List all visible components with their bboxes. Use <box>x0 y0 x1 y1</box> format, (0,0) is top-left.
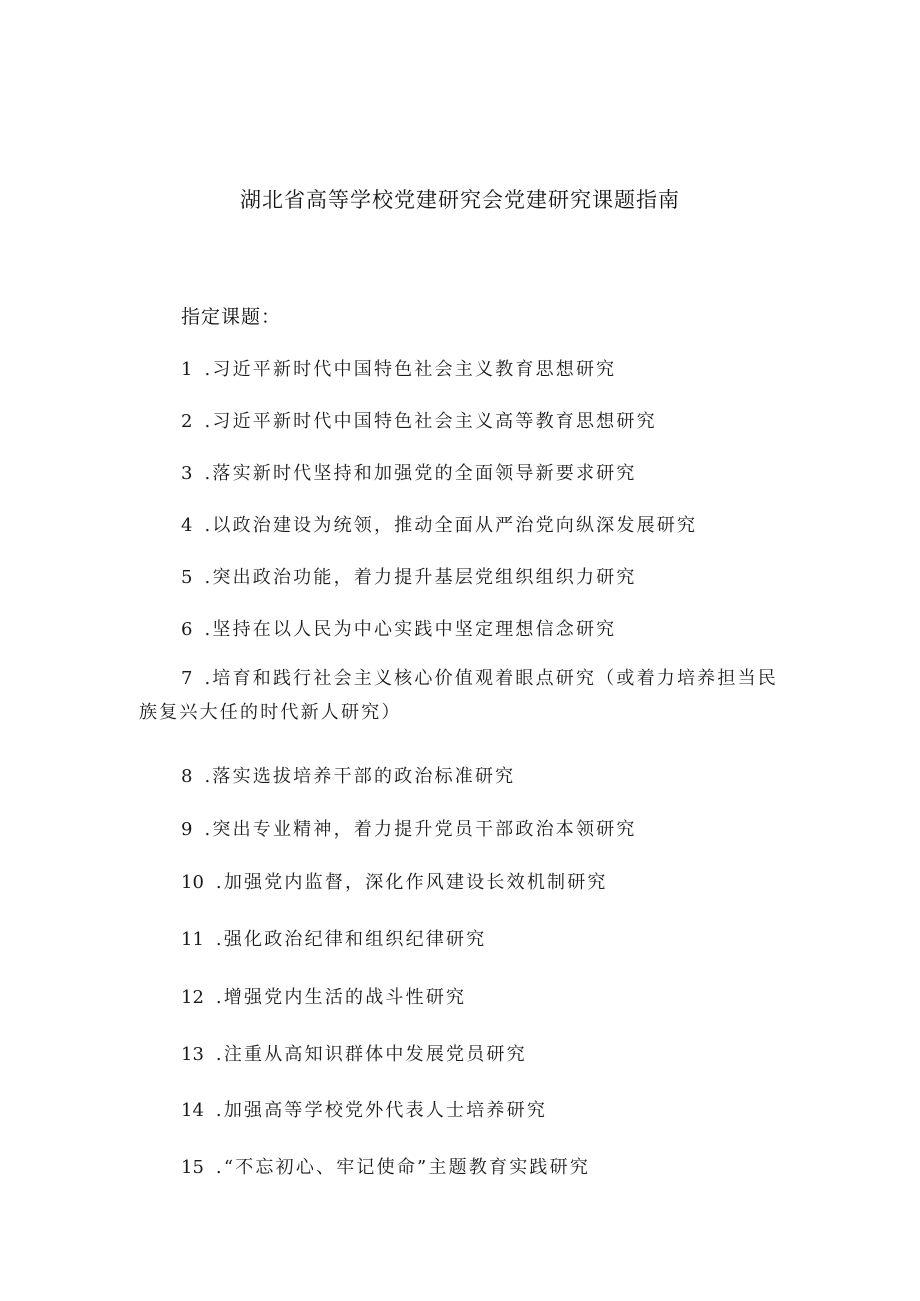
topic-number: 12 <box>181 987 204 1008</box>
topic-text: .落实新时代坚持和加强党的全面领导新要求研究 <box>204 463 637 484</box>
topic-number: 6 <box>181 619 193 640</box>
topic-item-8 <box>181 762 515 788</box>
topic-number: 10 <box>181 872 204 893</box>
topic-number: 8 <box>181 766 193 787</box>
topic-text: .坚持在以人民为中心实践中坚定理想信念研究 <box>204 619 617 640</box>
topic-item-11 <box>181 925 486 951</box>
topic-number: 11 <box>181 929 204 950</box>
topic-text: .加强党内监督，深化作风建设长效机制研究 <box>215 872 608 893</box>
topic-text: .突出政治功能，着力提升基层党组织组织力研究 <box>204 567 637 588</box>
topic-item-1 <box>181 355 616 381</box>
topic-item-13 <box>181 1040 527 1066</box>
topic-text: .习近平新时代中国特色社会主义高等教育思想研究 <box>204 411 657 432</box>
topic-number: 15 <box>181 1157 204 1178</box>
topic-text: .培育和践行社会主义核心价值观着眼点研究（或着力培养担当民 <box>204 668 778 689</box>
topic-item-2 <box>181 407 657 433</box>
topic-text: .注重从高知识群体中发展党员研究 <box>215 1044 527 1065</box>
topic-text: .落实选拔培养干部的政治标准研究 <box>204 766 516 787</box>
topic-text: .习近平新时代中国特色社会主义教育思想研究 <box>204 359 617 380</box>
topic-text: .增强党内生活的战斗性研究 <box>215 987 467 1008</box>
document-title: 湖北省高等学校党建研究会党建研究课题指南 <box>240 188 680 212</box>
topic-item-4 <box>181 511 697 537</box>
topic-number: 4 <box>181 515 193 536</box>
section-heading: 指定课题： <box>181 306 282 328</box>
topic-text-continued: 族复兴大任的时代新人研究） <box>139 702 402 723</box>
topic-text: .“不忘初心、牢记使命”主题教育实践研究 <box>215 1157 591 1178</box>
topic-item-3 <box>181 459 637 485</box>
topic-item-15 <box>181 1153 590 1179</box>
topic-item-6 <box>181 615 616 641</box>
topic-number: 3 <box>181 463 193 484</box>
topic-text: .以政治建设为统领，推动全面从严治党向纵深发展研究 <box>204 515 698 536</box>
topic-text: .加强高等学校党外代表人士培养研究 <box>215 1100 548 1121</box>
topic-text: .突出专业精神，着力提升党员干部政治本领研究 <box>204 819 637 840</box>
topic-item-5 <box>181 563 637 589</box>
topic-item-7 <box>139 662 781 730</box>
topic-number: 5 <box>181 567 193 588</box>
topic-item-12 <box>181 983 466 1009</box>
topic-number: 13 <box>181 1044 204 1065</box>
topic-number: 1 <box>181 359 193 380</box>
topic-item-14 <box>181 1096 547 1122</box>
topic-item-9 <box>181 815 637 841</box>
topic-item-10 <box>181 868 608 894</box>
topic-text: .强化政治纪律和组织纪律研究 <box>215 929 487 950</box>
topic-number: 14 <box>181 1100 204 1121</box>
topic-number: 9 <box>181 819 193 840</box>
topic-number: 2 <box>181 411 193 432</box>
topic-number: 7 <box>181 668 193 689</box>
